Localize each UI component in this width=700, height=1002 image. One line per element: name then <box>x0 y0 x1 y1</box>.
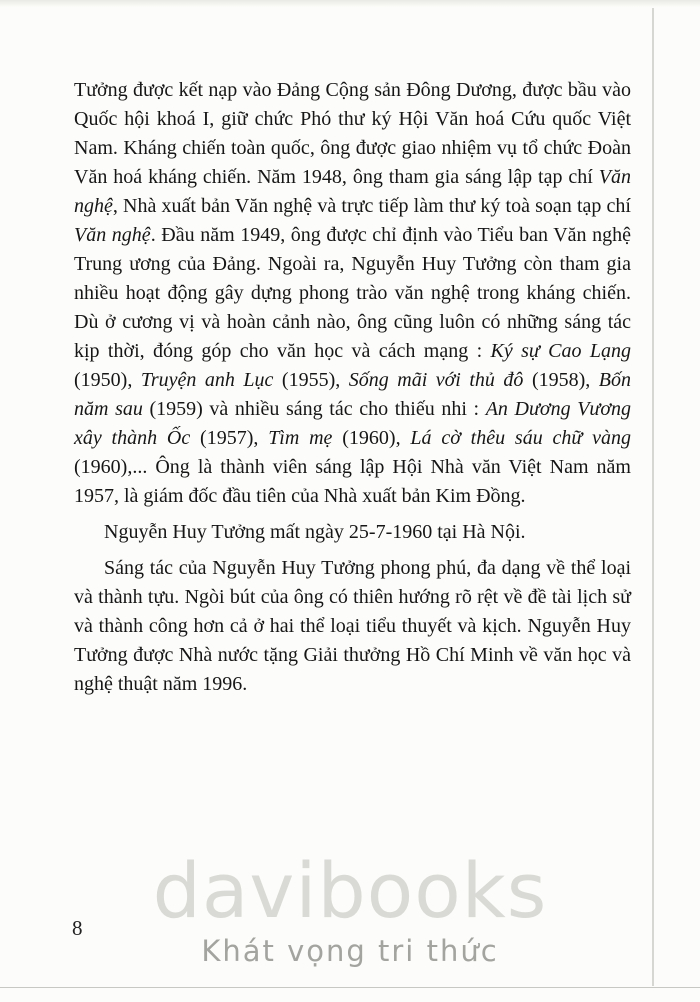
watermark-tagline: Khát vọng tri thức <box>201 934 499 968</box>
text-run: Nguyễn Huy Tưởng mất ngày 25-7-1960 tại Hà Nội. <box>104 521 526 543</box>
text-run: Tưởng được kết nạp vào Đảng Cộng sản Đông Dương, được bầu vào Quốc hội khoá I, giữ chức Phó thư ký Hội Văn hoá Cứu quốc Việt Nam. Kháng chiến toàn quốc, ông được giao nhiệm vụ tổ chức Đoàn Văn hoá kháng chiến. Năm 1948, ông tham gia sáng lập tạp chí <box>74 79 631 188</box>
scan-edge-right <box>652 8 654 986</box>
text-run: Sáng tác của Nguyễn Huy Tưởng phong phú, đa dạng về thể loại và thành tựu. Ngòi bút của ông có thiên hướng rõ rệt về đề tài lịch sử và thành công hơn cả ở hai thể loại tiểu thuyết và kịch. Nguyễn Huy Tưởng được Nhà nước tặng Giải thưởng Hồ Chí Minh về văn học và nghệ thuật năm 1996. <box>74 557 631 695</box>
book-title: An Dương Vương xây thành Ốc <box>74 398 631 449</box>
text-run: (1957), <box>190 427 269 449</box>
paragraph <box>74 554 631 699</box>
book-title: Ký sự Cao Lạng <box>490 340 631 362</box>
text-run: , Nhà xuất bản Văn nghệ và trực tiếp làm thư ký toà soạn tạp chí <box>112 195 631 217</box>
book-title: Lá cờ thêu sáu chữ vàng <box>410 427 631 449</box>
text-run: . Đầu năm 1949, ông được chỉ định vào Tiểu ban Văn nghệ Trung ương của Đảng. Ngoài ra, Nguyễn Huy Tưởng còn tham gia nhiều hoạt động gây dựng phong trào văn nghệ trong kháng chiến. Dù ở cương vị và hoàn cảnh nào, ông cũng luôn có những sáng tác kịp thời, đóng góp cho văn học và cách mạng : <box>74 224 631 362</box>
book-title: Truyện anh Lục <box>140 369 274 391</box>
book-title: Sống mãi với thủ đô <box>348 369 524 391</box>
text-run: (1958), <box>523 369 599 391</box>
watermark <box>0 846 700 968</box>
scan-edge-bottom <box>0 987 700 1002</box>
book-title: Văn nghệ <box>74 224 151 246</box>
book-title: Tìm mẹ <box>268 427 333 449</box>
book-title: Bốn năm sau <box>74 369 631 420</box>
paragraph <box>74 518 631 547</box>
watermark-brand: davibooks <box>152 846 548 935</box>
text-run: (1959) và nhiều sáng tác cho thiếu nhi : <box>142 398 486 420</box>
text-run: (1950), <box>74 369 141 391</box>
scan-edge-top <box>0 0 700 7</box>
text-run: (1955), <box>273 369 349 391</box>
paragraph <box>74 76 631 511</box>
text-run: (1960), <box>332 427 411 449</box>
text-run: (1960),... Ông là thành viên sáng lập Hội Nhà văn Việt Nam năm 1957, là giám đốc đầu tiên của Nhà xuất bản Kim Đồng. <box>74 456 631 507</box>
page-number: 8 <box>72 916 83 940</box>
book-title: Văn nghệ <box>74 166 631 217</box>
page-text <box>74 76 631 699</box>
